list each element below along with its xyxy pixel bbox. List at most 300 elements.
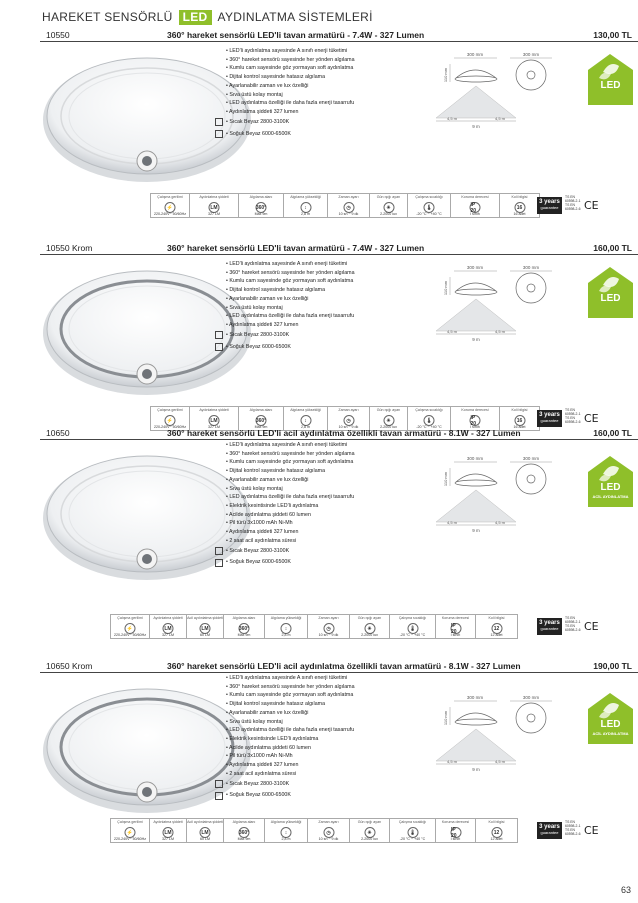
spec-cell bbox=[350, 614, 390, 639]
detection-cone bbox=[436, 490, 516, 522]
spec-value: 16 adet bbox=[513, 212, 526, 216]
spec-value: 327 LM bbox=[162, 633, 174, 637]
height-icon: ↕ bbox=[300, 202, 311, 213]
spec-caption: Zaman ayarı bbox=[338, 195, 359, 199]
warranty-years: 3 years bbox=[539, 620, 560, 626]
side-view-base bbox=[455, 289, 497, 295]
clock-icon: ◷ bbox=[323, 623, 334, 634]
feature-item: • LED'li aydınlatma sayesinde A sınıfı enerji tüketimi bbox=[226, 675, 348, 681]
spec-value: -20 °C ~ +40 °C bbox=[399, 633, 426, 637]
box-icon: 16 bbox=[514, 202, 525, 213]
feature-item: • Sıva üstü kolay montaj bbox=[226, 91, 283, 98]
clock-icon: ◷ bbox=[343, 415, 354, 426]
spec-caption: Koli bilgisi bbox=[511, 408, 528, 412]
product-header bbox=[40, 30, 638, 42]
spec-value: I sınıfı bbox=[450, 837, 461, 841]
sun-icon: ☀ bbox=[364, 827, 375, 838]
option-checkbox[interactable] bbox=[215, 118, 223, 126]
warranty-badge bbox=[537, 822, 562, 839]
spec-caption: Koruma derecesi bbox=[441, 820, 470, 824]
height-icon: ↕ bbox=[281, 623, 292, 634]
warranty-badge bbox=[537, 410, 562, 427]
range-total-label: 9 m bbox=[472, 767, 480, 772]
spec-value: 220-240V~ 50/60Hz bbox=[153, 212, 187, 216]
color-option[interactable] bbox=[226, 778, 355, 790]
spec-caption: Çalışma gerilimi bbox=[117, 820, 143, 824]
shield-icon: IP 20 bbox=[450, 623, 461, 634]
led-badge bbox=[585, 52, 636, 107]
spec-value: -20 °C ~ +40 °C bbox=[416, 425, 442, 429]
feature-item: • Pil türü 3x1000 mAh Ni-Mh bbox=[226, 753, 293, 760]
color-option[interactable] bbox=[226, 117, 355, 129]
spec-value: Max 9m bbox=[237, 633, 251, 637]
spec-value: 60 LM bbox=[200, 633, 210, 637]
spec-cell bbox=[110, 818, 150, 843]
feature-list bbox=[226, 674, 355, 801]
certification-list bbox=[565, 616, 583, 632]
spec-caption: Aydınlatma şiddeti bbox=[199, 195, 229, 199]
spec-caption: Algılama alanı bbox=[232, 820, 256, 824]
product-code: 10650 Krom bbox=[46, 661, 93, 671]
height-label: 110 mm bbox=[443, 471, 448, 487]
sensor-core bbox=[142, 554, 152, 564]
option-checkbox[interactable] bbox=[215, 780, 223, 788]
certification-item: TS EN 60598-2-6 bbox=[565, 416, 581, 424]
dimension-diagram bbox=[412, 452, 557, 537]
option-checkbox[interactable] bbox=[215, 547, 223, 555]
option-checkbox[interactable] bbox=[215, 343, 223, 351]
angle-icon: 360° bbox=[256, 202, 267, 213]
feature-item: • LED'li aydınlatma sayesinde A sınıfı enerji tüketimi bbox=[226, 48, 348, 54]
dimension-diagram bbox=[412, 691, 557, 776]
header-left: HAREKET SENSÖRLÜ bbox=[42, 10, 173, 24]
badge-label: LED bbox=[600, 293, 621, 304]
product-price: 130,00 TL bbox=[593, 30, 632, 40]
spec-cell bbox=[408, 193, 451, 218]
spec-cell bbox=[150, 818, 187, 843]
spec-value: 2,8 m bbox=[301, 212, 310, 216]
product-header bbox=[40, 661, 638, 673]
led-badge bbox=[585, 265, 636, 320]
spec-caption: Koli bilgisi bbox=[511, 195, 528, 199]
ce-mark-icon: CE bbox=[584, 824, 599, 837]
lumen-icon: LM bbox=[209, 415, 220, 426]
ce-mark-icon: CE bbox=[584, 620, 599, 633]
spec-caption: Algılama yüksekliği bbox=[290, 195, 321, 199]
range-label: 4,5 m bbox=[494, 116, 506, 121]
spec-caption: Acil aydınlatma şiddeti bbox=[187, 616, 223, 620]
clock-icon: ◷ bbox=[343, 202, 354, 213]
certification-item: TS EN 60598-2-6 bbox=[565, 203, 581, 211]
spec-caption: Aydınlatma şiddeti bbox=[153, 820, 183, 824]
spec-caption: Algılama alanı bbox=[232, 616, 256, 620]
shield-icon: IP 20 bbox=[470, 415, 481, 426]
warranty-badge bbox=[537, 618, 562, 635]
width-label: 300 mm bbox=[466, 265, 484, 270]
product-section bbox=[40, 30, 638, 243]
spec-caption: Algılama yüksekliği bbox=[270, 616, 302, 620]
certification-item: TS EN 60598-2-1 bbox=[565, 820, 581, 828]
spec-caption: Algılama yüksekliği bbox=[270, 820, 302, 824]
warranty-label: guarantee bbox=[540, 418, 559, 423]
feature-item: • LED aydınlatma özelliği ile daha fazla enerji tasarrufu bbox=[226, 494, 355, 501]
plug-icon: ⚡ bbox=[125, 827, 136, 838]
spec-cell bbox=[390, 818, 436, 843]
certification-item: TS EN 60598-2-1 bbox=[565, 408, 581, 416]
product-code: 10650 bbox=[46, 428, 70, 438]
header-led-badge: LED bbox=[179, 10, 212, 25]
spec-value: 327 LM bbox=[208, 212, 220, 216]
spec-caption: Koruma derecesi bbox=[441, 616, 470, 620]
page-number: 63 bbox=[621, 885, 632, 895]
feature-item: • Acilde aydınlatma şiddeti 60 lumen bbox=[226, 744, 311, 751]
feature-item: • Aydınlatma şiddeti 327 lumen bbox=[226, 762, 299, 769]
feature-item: • Kumlu cam sayesinde göz yormayan soft aydınlatma bbox=[226, 692, 354, 699]
spec-value: I sınıfı bbox=[470, 212, 480, 216]
spec-value: 12 adet bbox=[490, 837, 503, 841]
feature-list bbox=[226, 441, 355, 568]
top-view-sensor bbox=[527, 71, 535, 79]
spec-cell bbox=[451, 193, 500, 218]
feature-item: • 2 saat acil aydınlatma süresi bbox=[226, 537, 297, 544]
feature-item: • Aydınlatma şiddeti 327 lumen bbox=[226, 321, 299, 328]
product-title: 360° hareket sensörlü LED'li tavan armatürü - 7.4W - 327 Lumen bbox=[167, 243, 425, 253]
spec-caption: Zaman ayarı bbox=[318, 820, 339, 824]
color-option[interactable] bbox=[226, 341, 355, 353]
spec-cell bbox=[500, 193, 540, 218]
product-title: 360° hareket sensörlü LED'li acil aydınlatma özellikli tavan armatürü - 8.1W - 327 Lumen bbox=[167, 428, 521, 438]
spec-value: 2-2000 lux bbox=[361, 837, 378, 841]
header-right: AYDINLATMA SİSTEMLERİ bbox=[217, 10, 373, 24]
option-checkbox[interactable] bbox=[215, 130, 223, 138]
angle-icon: 360° bbox=[256, 415, 267, 426]
lumen-icon: LM bbox=[209, 202, 220, 213]
feature-item: • LED'li aydınlatma sayesinde A sınıfı enerji tüketimi bbox=[226, 442, 348, 448]
sensor-core bbox=[142, 787, 152, 797]
spec-cell bbox=[224, 614, 265, 639]
side-view-base bbox=[455, 480, 497, 486]
color-option[interactable] bbox=[226, 545, 355, 557]
feature-item: • 2 saat acil aydınlatma süresi bbox=[226, 770, 297, 777]
width-label: 300 mm bbox=[522, 265, 540, 270]
range-label: 4,5 m bbox=[446, 759, 458, 764]
color-option[interactable] bbox=[226, 330, 355, 342]
feature-item: • Elektrik kesintisinde LED'li aydınlatma bbox=[226, 735, 319, 742]
product-code: 10550 bbox=[46, 30, 70, 40]
spec-caption: Çalışma sıcaklığı bbox=[398, 820, 427, 824]
height-icon: ↕ bbox=[281, 827, 292, 838]
thermometer-icon: 🌡 bbox=[424, 202, 435, 213]
spec-value: 10 sn ~ 9 dk bbox=[318, 633, 339, 637]
certification-item: TS EN 60598-2-6 bbox=[565, 828, 581, 836]
range-label: 4,5 m bbox=[494, 329, 506, 334]
thermometer-icon: 🌡 bbox=[424, 415, 435, 426]
sun-icon: ☀ bbox=[383, 202, 394, 213]
range-label: 4,5 m bbox=[494, 759, 506, 764]
spec-cell bbox=[308, 614, 350, 639]
badge-sublabel: ACİL AYDINLATMA bbox=[592, 494, 629, 499]
spec-value: I sınıfı bbox=[450, 633, 461, 637]
option-checkbox[interactable] bbox=[215, 792, 223, 800]
spec-cell bbox=[110, 614, 150, 639]
feature-item: • Aydınlatma şiddeti 327 lumen bbox=[226, 529, 299, 536]
side-view-base bbox=[455, 76, 497, 82]
spec-caption: Çalışma gerilimi bbox=[157, 195, 183, 199]
option-label: • Soğuk Beyaz 6000-6500K bbox=[226, 130, 291, 137]
spec-caption: Algılama alanı bbox=[249, 408, 273, 412]
product-header bbox=[40, 243, 638, 255]
feature-item: • Kumlu cam sayesinde göz yormayan soft aydınlatma bbox=[226, 278, 354, 285]
width-label: 300 mm bbox=[466, 52, 484, 57]
product-section bbox=[40, 661, 638, 871]
spec-value: 2-2000 lux bbox=[380, 212, 397, 216]
spec-caption: Çalışma gerilimi bbox=[117, 616, 143, 620]
spec-caption: Gün ışığı ayarı bbox=[376, 408, 401, 412]
range-label: 4,5 m bbox=[446, 116, 458, 121]
option-checkbox[interactable] bbox=[215, 559, 223, 567]
spec-cell bbox=[190, 193, 239, 218]
spec-caption: Gün ışığı ayarı bbox=[357, 820, 382, 824]
feature-item: • Aydınlatma şiddeti 327 lumen bbox=[226, 108, 299, 115]
thermometer-icon: 🌡 bbox=[407, 827, 418, 838]
feature-item: • Ayarlanabilir zaman ve lux özelliği bbox=[226, 295, 309, 302]
spec-cell bbox=[150, 614, 187, 639]
spec-cell bbox=[436, 614, 476, 639]
color-option[interactable] bbox=[226, 128, 355, 140]
lumen-icon: LM bbox=[163, 623, 174, 634]
option-checkbox[interactable] bbox=[215, 331, 223, 339]
spec-caption: Çalışma sıcaklığı bbox=[415, 408, 443, 412]
spec-caption: Koruma derecesi bbox=[461, 195, 489, 199]
plug-icon: ⚡ bbox=[165, 415, 176, 426]
spec-cell bbox=[328, 193, 370, 218]
badge-sublabel: ACİL AYDINLATMA bbox=[592, 731, 629, 736]
feature-item: • 360° hareket sensörü sayesinde her yönden algılama bbox=[226, 683, 355, 690]
certification-item: TS EN 60598-2-1 bbox=[565, 616, 581, 624]
spec-value: Max 9m bbox=[254, 425, 268, 429]
option-label: • Sıcak Beyaz 2800-3100K bbox=[226, 332, 290, 339]
spec-value: I sınıfı bbox=[470, 425, 480, 429]
spec-value: 60 LM bbox=[200, 837, 210, 841]
feature-item: • Sıva üstü kolay montaj bbox=[226, 304, 283, 311]
spec-table bbox=[150, 193, 540, 218]
width-label: 300 mm bbox=[522, 695, 540, 700]
certification-list bbox=[565, 195, 583, 211]
range-total-label: 9 m bbox=[472, 528, 480, 533]
spec-caption: Koruma derecesi bbox=[461, 408, 489, 412]
spec-caption: Çalışma gerilimi bbox=[157, 408, 183, 412]
box-icon: 16 bbox=[514, 415, 525, 426]
warranty-years: 3 years bbox=[539, 199, 560, 205]
warranty-years: 3 years bbox=[539, 824, 560, 830]
spec-table bbox=[110, 818, 518, 843]
top-view-sensor bbox=[527, 714, 535, 722]
feature-item: • LED aydınlatma özelliği ile daha fazla enerji tasarrufu bbox=[226, 727, 355, 734]
feature-item: • Sıva üstü kolay montaj bbox=[226, 718, 283, 725]
led-badge bbox=[585, 454, 636, 509]
width-label: 300 mm bbox=[466, 695, 484, 700]
spec-value: 2,8 m bbox=[281, 837, 291, 841]
spec-cell bbox=[476, 614, 518, 639]
width-label: 300 mm bbox=[466, 456, 484, 461]
feature-item: • 360° hareket sensörü sayesinde her yönden algılama bbox=[226, 450, 355, 457]
feature-list bbox=[226, 260, 355, 353]
product-header bbox=[40, 428, 638, 440]
spec-caption: Acil aydınlatma şiddeti bbox=[187, 820, 223, 824]
spec-cell bbox=[370, 193, 408, 218]
spec-caption: Aydınlatma şiddeti bbox=[199, 408, 229, 412]
feature-item: • Ayarlanabilir zaman ve lux özelliği bbox=[226, 476, 309, 483]
option-label: • Sıcak Beyaz 2800-3100K bbox=[226, 119, 290, 126]
spec-cell bbox=[476, 818, 518, 843]
certification-item: TS EN 60598-2-6 bbox=[565, 624, 581, 632]
spec-caption: Aydınlatma şiddeti bbox=[153, 616, 183, 620]
spec-value: 327 LM bbox=[162, 837, 174, 841]
lumen-icon: LM bbox=[200, 623, 211, 634]
angle-icon: 360° bbox=[239, 827, 250, 838]
range-total-label: 9 m bbox=[472, 337, 480, 342]
feature-item: • Pil türü 3x1000 mAh Ni-Mh bbox=[226, 520, 293, 527]
option-label: • Sıcak Beyaz 2800-3100K bbox=[226, 547, 290, 554]
feature-item: • Dijital kontrol sayesinde hatasız algılama bbox=[226, 468, 326, 475]
feature-item: • 360° hareket sensörü sayesinde her yönden algılama bbox=[226, 56, 355, 63]
feature-item: • Ayarlanabilir zaman ve lux özelliği bbox=[226, 709, 309, 716]
lumen-icon: LM bbox=[200, 827, 211, 838]
option-label: • Soğuk Beyaz 6000-6500K bbox=[226, 559, 291, 566]
spec-value: 220-240V~ 50/60Hz bbox=[113, 633, 147, 637]
spec-caption: Algılama alanı bbox=[249, 195, 273, 199]
sun-icon: ☀ bbox=[364, 623, 375, 634]
feature-item: • Sıva üstü kolay montaj bbox=[226, 485, 283, 492]
color-option[interactable] bbox=[226, 557, 355, 569]
product-price: 160,00 TL bbox=[593, 428, 632, 438]
product-price: 190,00 TL bbox=[593, 661, 632, 671]
spec-cell bbox=[187, 614, 224, 639]
spec-value: 2,8 m bbox=[281, 633, 291, 637]
certification-list bbox=[565, 408, 583, 424]
warranty-years: 3 years bbox=[539, 412, 560, 418]
feature-item: • Dijital kontrol sayesinde hatasız algılama bbox=[226, 74, 326, 81]
range-label: 4,5 m bbox=[446, 520, 458, 525]
spec-value: 220-240V~ 50/60Hz bbox=[153, 425, 187, 429]
spec-value: 327 LM bbox=[208, 425, 220, 429]
box-icon: 12 bbox=[491, 827, 502, 838]
spec-caption: Çalışma sıcaklığı bbox=[398, 616, 427, 620]
feature-item: • LED aydınlatma özelliği ile daha fazla enerji tasarrufu bbox=[226, 100, 355, 107]
spec-caption: Çalışma sıcaklığı bbox=[415, 195, 443, 199]
spec-caption: Koli bilgisi bbox=[488, 820, 505, 824]
feature-item: • Ayarlanabilir zaman ve lux özelliği bbox=[226, 82, 309, 89]
sun-icon: ☀ bbox=[383, 415, 394, 426]
feature-item: • 360° hareket sensörü sayesinde her yönden algılama bbox=[226, 269, 355, 276]
spec-value: 10 sn ~ 9 dk bbox=[338, 425, 359, 429]
thermometer-icon: 🌡 bbox=[407, 623, 418, 634]
spec-value: 2-2000 lux bbox=[380, 425, 397, 429]
spec-cell bbox=[187, 818, 224, 843]
color-option[interactable] bbox=[226, 790, 355, 802]
warranty-label: guarantee bbox=[540, 626, 559, 631]
product-title: 360° hareket sensörlü LED'li acil aydınlatma özellikli tavan armatürü - 8.1W - 327 Lumen bbox=[167, 661, 521, 671]
option-label: • Soğuk Beyaz 6000-6500K bbox=[226, 343, 291, 350]
spec-cell bbox=[390, 614, 436, 639]
feature-item: • Dijital kontrol sayesinde hatasız algılama bbox=[226, 701, 326, 708]
spec-cell bbox=[284, 193, 328, 218]
dimension-diagram bbox=[412, 48, 557, 133]
badge-label: LED bbox=[600, 80, 621, 91]
sensor-core bbox=[142, 369, 152, 379]
range-label: 4,5 m bbox=[446, 329, 458, 334]
range-total-label: 9 m bbox=[472, 124, 480, 129]
feature-item: • Dijital kontrol sayesinde hatasız algılama bbox=[226, 287, 326, 294]
spec-value: Max 9m bbox=[237, 837, 251, 841]
spec-value: 2,8 m bbox=[301, 425, 310, 429]
spec-caption: Zaman ayarı bbox=[338, 408, 359, 412]
spec-cell bbox=[265, 614, 308, 639]
spec-value: 220-240V~ 50/60Hz bbox=[113, 837, 147, 841]
ce-mark-icon: CE bbox=[584, 412, 599, 425]
option-label: • Sıcak Beyaz 2800-3100K bbox=[226, 780, 290, 787]
spec-caption: Algılama yüksekliği bbox=[290, 408, 321, 412]
product-section bbox=[40, 243, 638, 428]
spec-cell bbox=[436, 818, 476, 843]
detection-cone bbox=[436, 299, 516, 331]
ce-mark-icon: CE bbox=[584, 199, 599, 212]
range-label: 4,5 m bbox=[494, 520, 506, 525]
clock-icon: ◷ bbox=[323, 827, 334, 838]
product-title: 360° hareket sensörlü LED'li tavan armatürü - 7.4W - 327 Lumen bbox=[167, 30, 425, 40]
top-view-sensor bbox=[527, 284, 535, 292]
feature-item: • Kumlu cam sayesinde göz yormayan soft aydınlatma bbox=[226, 459, 354, 466]
top-view-sensor bbox=[527, 475, 535, 483]
option-label: • Soğuk Beyaz 6000-6500K bbox=[226, 792, 291, 799]
height-label: 110 mm bbox=[443, 67, 448, 83]
spec-table bbox=[110, 614, 518, 639]
height-label: 110 mm bbox=[443, 710, 448, 726]
spec-cell bbox=[150, 193, 190, 218]
spec-value: 10 sn ~ 9 dk bbox=[318, 837, 339, 841]
feature-list bbox=[226, 47, 355, 140]
spec-value: 10 sn ~ 9 dk bbox=[338, 212, 359, 216]
warranty-label: guarantee bbox=[540, 205, 559, 210]
plug-icon: ⚡ bbox=[165, 202, 176, 213]
spec-caption: Koli bilgisi bbox=[488, 616, 505, 620]
height-icon: ↕ bbox=[300, 415, 311, 426]
badge-label: LED bbox=[600, 719, 621, 730]
width-label: 300 mm bbox=[522, 456, 540, 461]
feature-item: • Kumlu cam sayesinde göz yormayan soft aydınlatma bbox=[226, 65, 354, 72]
product-code: 10550 Krom bbox=[46, 243, 93, 253]
spec-cell bbox=[350, 818, 390, 843]
sensor-core bbox=[142, 156, 152, 166]
spec-value: 12 adet bbox=[490, 633, 503, 637]
feature-item: • LED aydınlatma özelliği ile daha fazla enerji tasarrufu bbox=[226, 313, 355, 320]
spec-caption: Gün ışığı ayarı bbox=[376, 195, 401, 199]
badge-label: LED bbox=[600, 482, 621, 493]
angle-icon: 360° bbox=[239, 623, 250, 634]
certification-list bbox=[565, 820, 583, 836]
feature-item: • Acilde aydınlatma şiddeti 60 lumen bbox=[226, 511, 311, 518]
lumen-icon: LM bbox=[163, 827, 174, 838]
warranty-label: guarantee bbox=[540, 830, 559, 835]
shield-icon: IP 20 bbox=[470, 202, 481, 213]
spec-caption: Gün ışığı ayarı bbox=[357, 616, 382, 620]
spec-cell bbox=[308, 818, 350, 843]
certification-item: TS EN 60598-2-1 bbox=[565, 195, 581, 203]
spec-value: -20 °C ~ +40 °C bbox=[399, 837, 426, 841]
box-icon: 12 bbox=[491, 623, 502, 634]
spec-value: 16 adet bbox=[513, 425, 526, 429]
shield-icon: IP 20 bbox=[450, 827, 461, 838]
